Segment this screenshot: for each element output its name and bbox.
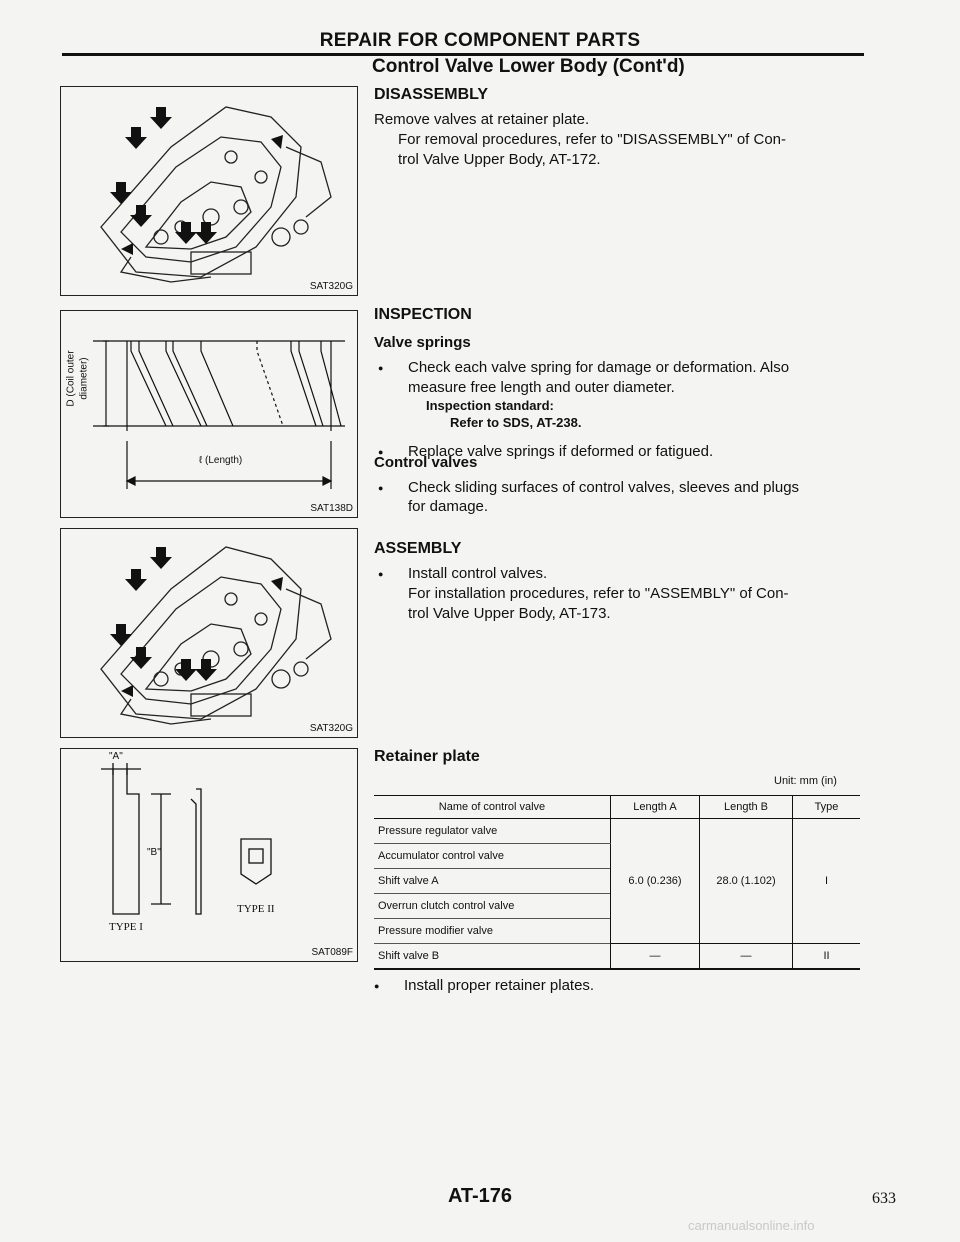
page-header-title: REPAIR FOR COMPONENT PARTS — [319, 30, 641, 51]
table-row — [374, 944, 860, 970]
figure-code: SAT089F — [311, 947, 353, 958]
figure-valve-body-1 — [60, 86, 358, 296]
cell-length-b: — — [700, 944, 793, 970]
table-row — [374, 819, 860, 844]
column-header-length-a: Length A — [611, 796, 700, 819]
cell-type: II — [793, 944, 861, 970]
column-header-name: Name of control valve — [374, 796, 611, 819]
disassembly-text-3: trol Valve Upper Body, AT-172. — [398, 151, 601, 168]
table-header-row — [374, 796, 860, 819]
row-name: Accumulator control valve — [374, 844, 611, 869]
figure-code: SAT320G — [309, 281, 353, 292]
retainer-plate-table — [374, 795, 860, 970]
label-length-a: "A" — [109, 751, 123, 762]
subheading-valve-springs: Valve springs — [374, 334, 471, 351]
row-name: Shift valve A — [374, 869, 611, 894]
bullet-check-springs-2: measure free length and outer diameter. — [408, 379, 675, 396]
unit-label: Unit: mm (in) — [774, 775, 837, 787]
figure-code: SAT138D — [310, 503, 353, 514]
heading-assembly: ASSEMBLY — [374, 540, 462, 557]
label-type-2: TYPE II — [237, 903, 275, 915]
figure-spring-measurement — [60, 310, 358, 518]
bullet-replace-springs: ● Replace valve springs if deformed or fatigued. — [408, 442, 713, 462]
valve-body-drawing — [61, 529, 357, 737]
subheading-control-valves: Control valves — [374, 454, 478, 471]
subheading-retainer-plate: Retainer plate — [374, 748, 480, 765]
heading-disassembly: DISASSEMBLY — [374, 86, 489, 103]
page-reference: AT-176 — [447, 1185, 513, 1207]
figure-valve-body-2 — [60, 528, 358, 738]
spec-value: Refer to SDS, AT-238. — [450, 415, 582, 430]
bullet-install-valves-2: For installation procedures, refer to "ASSEMBLY" of Con- — [408, 585, 789, 602]
cell-length-b-group: 28.0 (1.102) — [700, 819, 793, 944]
label-coil-diameter-line1: D (Coil outer — [65, 350, 77, 407]
label-coil-diameter-line2: diameter) — [78, 357, 90, 400]
disassembly-text-1: Remove valves at retainer plate. — [374, 111, 590, 128]
watermark: carmanualsonline.info — [688, 1218, 815, 1233]
figure-code: SAT320G — [309, 723, 353, 734]
disassembly-text-2: For removal procedures, refer to "DISASSEMBLY" of Con- — [398, 131, 787, 148]
column-header-type: Type — [793, 796, 861, 819]
heading-inspection: INSPECTION — [374, 306, 472, 323]
row-name: Pressure regulator valve — [374, 819, 611, 844]
spring-drawing — [61, 311, 357, 517]
cell-length-a: — — [611, 944, 700, 970]
bullet-install-retainer: ● Install proper retainer plates. — [404, 976, 594, 996]
section-title: Control Valve Lower Body (Cont'd) — [372, 56, 685, 77]
cell-length-a-group: 6.0 (0.236) — [611, 819, 700, 944]
row-name: Pressure modifier valve — [374, 919, 611, 944]
label-length: ℓ (Length) — [199, 455, 243, 466]
bullet-install-valves-1: ● Install control valves. — [408, 564, 547, 584]
bullet-check-surfaces-1: ● Check sliding surfaces of control valves, sleeves and plugs — [408, 478, 799, 498]
retainer-drawing — [61, 749, 357, 961]
label-type-1: TYPE I — [109, 921, 143, 933]
page-number: 633 — [872, 1190, 896, 1207]
bullet-check-springs-1: ● Check each valve spring for damage or deformation. Also — [408, 358, 789, 378]
row-name: Overrun clutch control valve — [374, 894, 611, 919]
cell-type-group: I — [793, 819, 861, 944]
label-length-b: "B" — [147, 847, 161, 858]
bullet-install-valves-3: trol Valve Upper Body, AT-173. — [408, 605, 611, 622]
spec-label: Inspection standard: — [426, 398, 554, 413]
row-name: Shift valve B — [374, 944, 611, 970]
figure-retainer-types — [60, 748, 358, 962]
column-header-length-b: Length B — [700, 796, 793, 819]
valve-body-drawing — [61, 87, 357, 295]
bullet-check-surfaces-2: for damage. — [408, 498, 489, 515]
